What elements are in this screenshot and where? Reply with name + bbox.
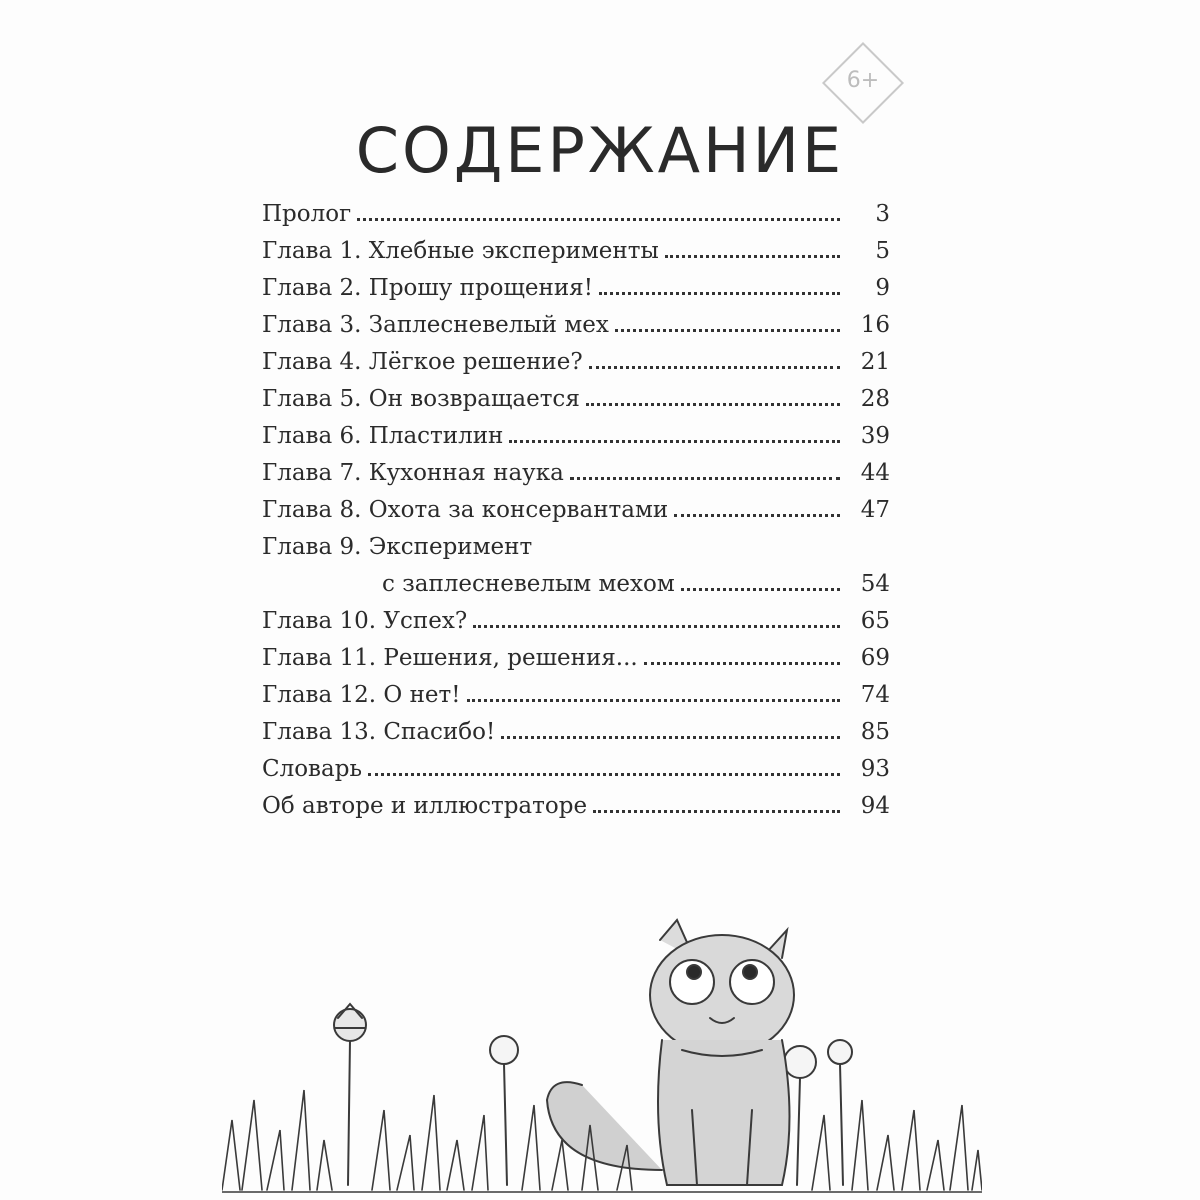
dot-leader bbox=[586, 403, 840, 406]
page-title: СОДЕРЖАНИЕ bbox=[355, 113, 845, 187]
dot-leader bbox=[509, 440, 840, 443]
dot-leader bbox=[665, 255, 840, 258]
toc-entry-label: Пролог bbox=[262, 201, 352, 227]
toc-entry-page: 44 bbox=[860, 460, 890, 486]
toc-entry-label: Об авторе и иллюстраторе bbox=[262, 793, 588, 819]
dot-leader bbox=[357, 218, 840, 221]
toc-entry-label: Глава 5. Он возвращается bbox=[262, 386, 580, 412]
dot-leader bbox=[368, 773, 840, 776]
toc-entry[interactable] bbox=[262, 264, 890, 301]
toc-entry-label: Глава 6. Пластилин bbox=[262, 423, 504, 449]
toc-entry[interactable] bbox=[262, 597, 890, 634]
toc-entry-page: 93 bbox=[860, 756, 890, 782]
toc-entry-page: 94 bbox=[860, 793, 890, 819]
toc-entry-label: Глава 11. Решения, решения... bbox=[262, 645, 638, 671]
cat-in-grass-illustration bbox=[222, 900, 982, 1200]
toc-entry[interactable] bbox=[262, 782, 890, 819]
toc-entry-label: Глава 1. Хлебные эксперименты bbox=[262, 238, 659, 264]
toc-entry-page: 16 bbox=[860, 312, 890, 338]
toc-entry-page: 65 bbox=[860, 608, 890, 634]
toc-entry-page: 9 bbox=[875, 275, 890, 301]
dandelion-flower-icon bbox=[334, 1004, 366, 1185]
toc-entry[interactable] bbox=[262, 486, 890, 523]
toc-entry[interactable] bbox=[262, 708, 890, 745]
dandelion-puff-icon bbox=[490, 1036, 518, 1185]
toc-entry[interactable] bbox=[262, 671, 890, 708]
dot-leader bbox=[473, 625, 840, 628]
toc-entry-page: 3 bbox=[875, 201, 890, 227]
dot-leader bbox=[467, 699, 841, 702]
age-rating-text: 6+ bbox=[846, 68, 880, 93]
toc-entry-page: 47 bbox=[860, 497, 890, 523]
dot-leader bbox=[681, 588, 840, 591]
toc-entry[interactable] bbox=[262, 301, 890, 338]
toc-entry-label: Глава 3. Заплесневелый мех bbox=[262, 312, 609, 338]
dot-leader bbox=[593, 810, 840, 813]
table-of-contents bbox=[262, 190, 890, 819]
toc-entry-page: 85 bbox=[860, 719, 890, 745]
toc-entry[interactable] bbox=[262, 190, 890, 227]
dandelion-puff-icon bbox=[828, 1040, 852, 1185]
toc-entry[interactable] bbox=[262, 523, 890, 597]
dot-leader bbox=[589, 366, 840, 369]
cat-icon bbox=[547, 920, 794, 1185]
dot-leader bbox=[615, 329, 840, 332]
toc-entry[interactable] bbox=[262, 634, 890, 671]
toc-entry[interactable] bbox=[262, 449, 890, 486]
toc-entry[interactable] bbox=[262, 375, 890, 412]
dot-leader bbox=[599, 292, 840, 295]
toc-entry-label: Словарь bbox=[262, 756, 362, 782]
toc-entry-label: Глава 13. Спасибо! bbox=[262, 719, 496, 745]
toc-entry[interactable] bbox=[262, 412, 890, 449]
toc-entry-label: Глава 4. Лёгкое решение? bbox=[262, 349, 583, 375]
toc-entry-page: 54 bbox=[860, 571, 890, 597]
toc-entry-label: Глава 12. О нет! bbox=[262, 682, 461, 708]
toc-entry-page: 21 bbox=[860, 349, 890, 375]
toc-entry-page: 74 bbox=[860, 682, 890, 708]
toc-entry-label: Глава 2. Прошу прощения! bbox=[262, 275, 593, 301]
toc-entry-page: 69 bbox=[860, 645, 890, 671]
toc-entry-label: Глава 8. Охота за консервантами bbox=[262, 497, 669, 523]
toc-entry-page: 5 bbox=[875, 238, 890, 264]
toc-entry-label-continuation: с заплесневелым мехом bbox=[382, 571, 675, 597]
dot-leader bbox=[674, 514, 840, 517]
toc-entry-page: 39 bbox=[860, 423, 890, 449]
toc-entry-label: Глава 10. Успех? bbox=[262, 608, 468, 634]
toc-entry-label: Глава 7. Кухонная наука bbox=[262, 460, 564, 486]
toc-entry-label: Глава 9. Эксперимент bbox=[262, 534, 533, 560]
dot-leader bbox=[570, 477, 840, 480]
toc-entry[interactable] bbox=[262, 227, 890, 264]
toc-entry[interactable] bbox=[262, 338, 890, 375]
toc-entry[interactable] bbox=[262, 745, 890, 782]
dot-leader bbox=[644, 662, 840, 665]
dot-leader bbox=[501, 736, 840, 739]
toc-entry-page: 28 bbox=[860, 386, 890, 412]
